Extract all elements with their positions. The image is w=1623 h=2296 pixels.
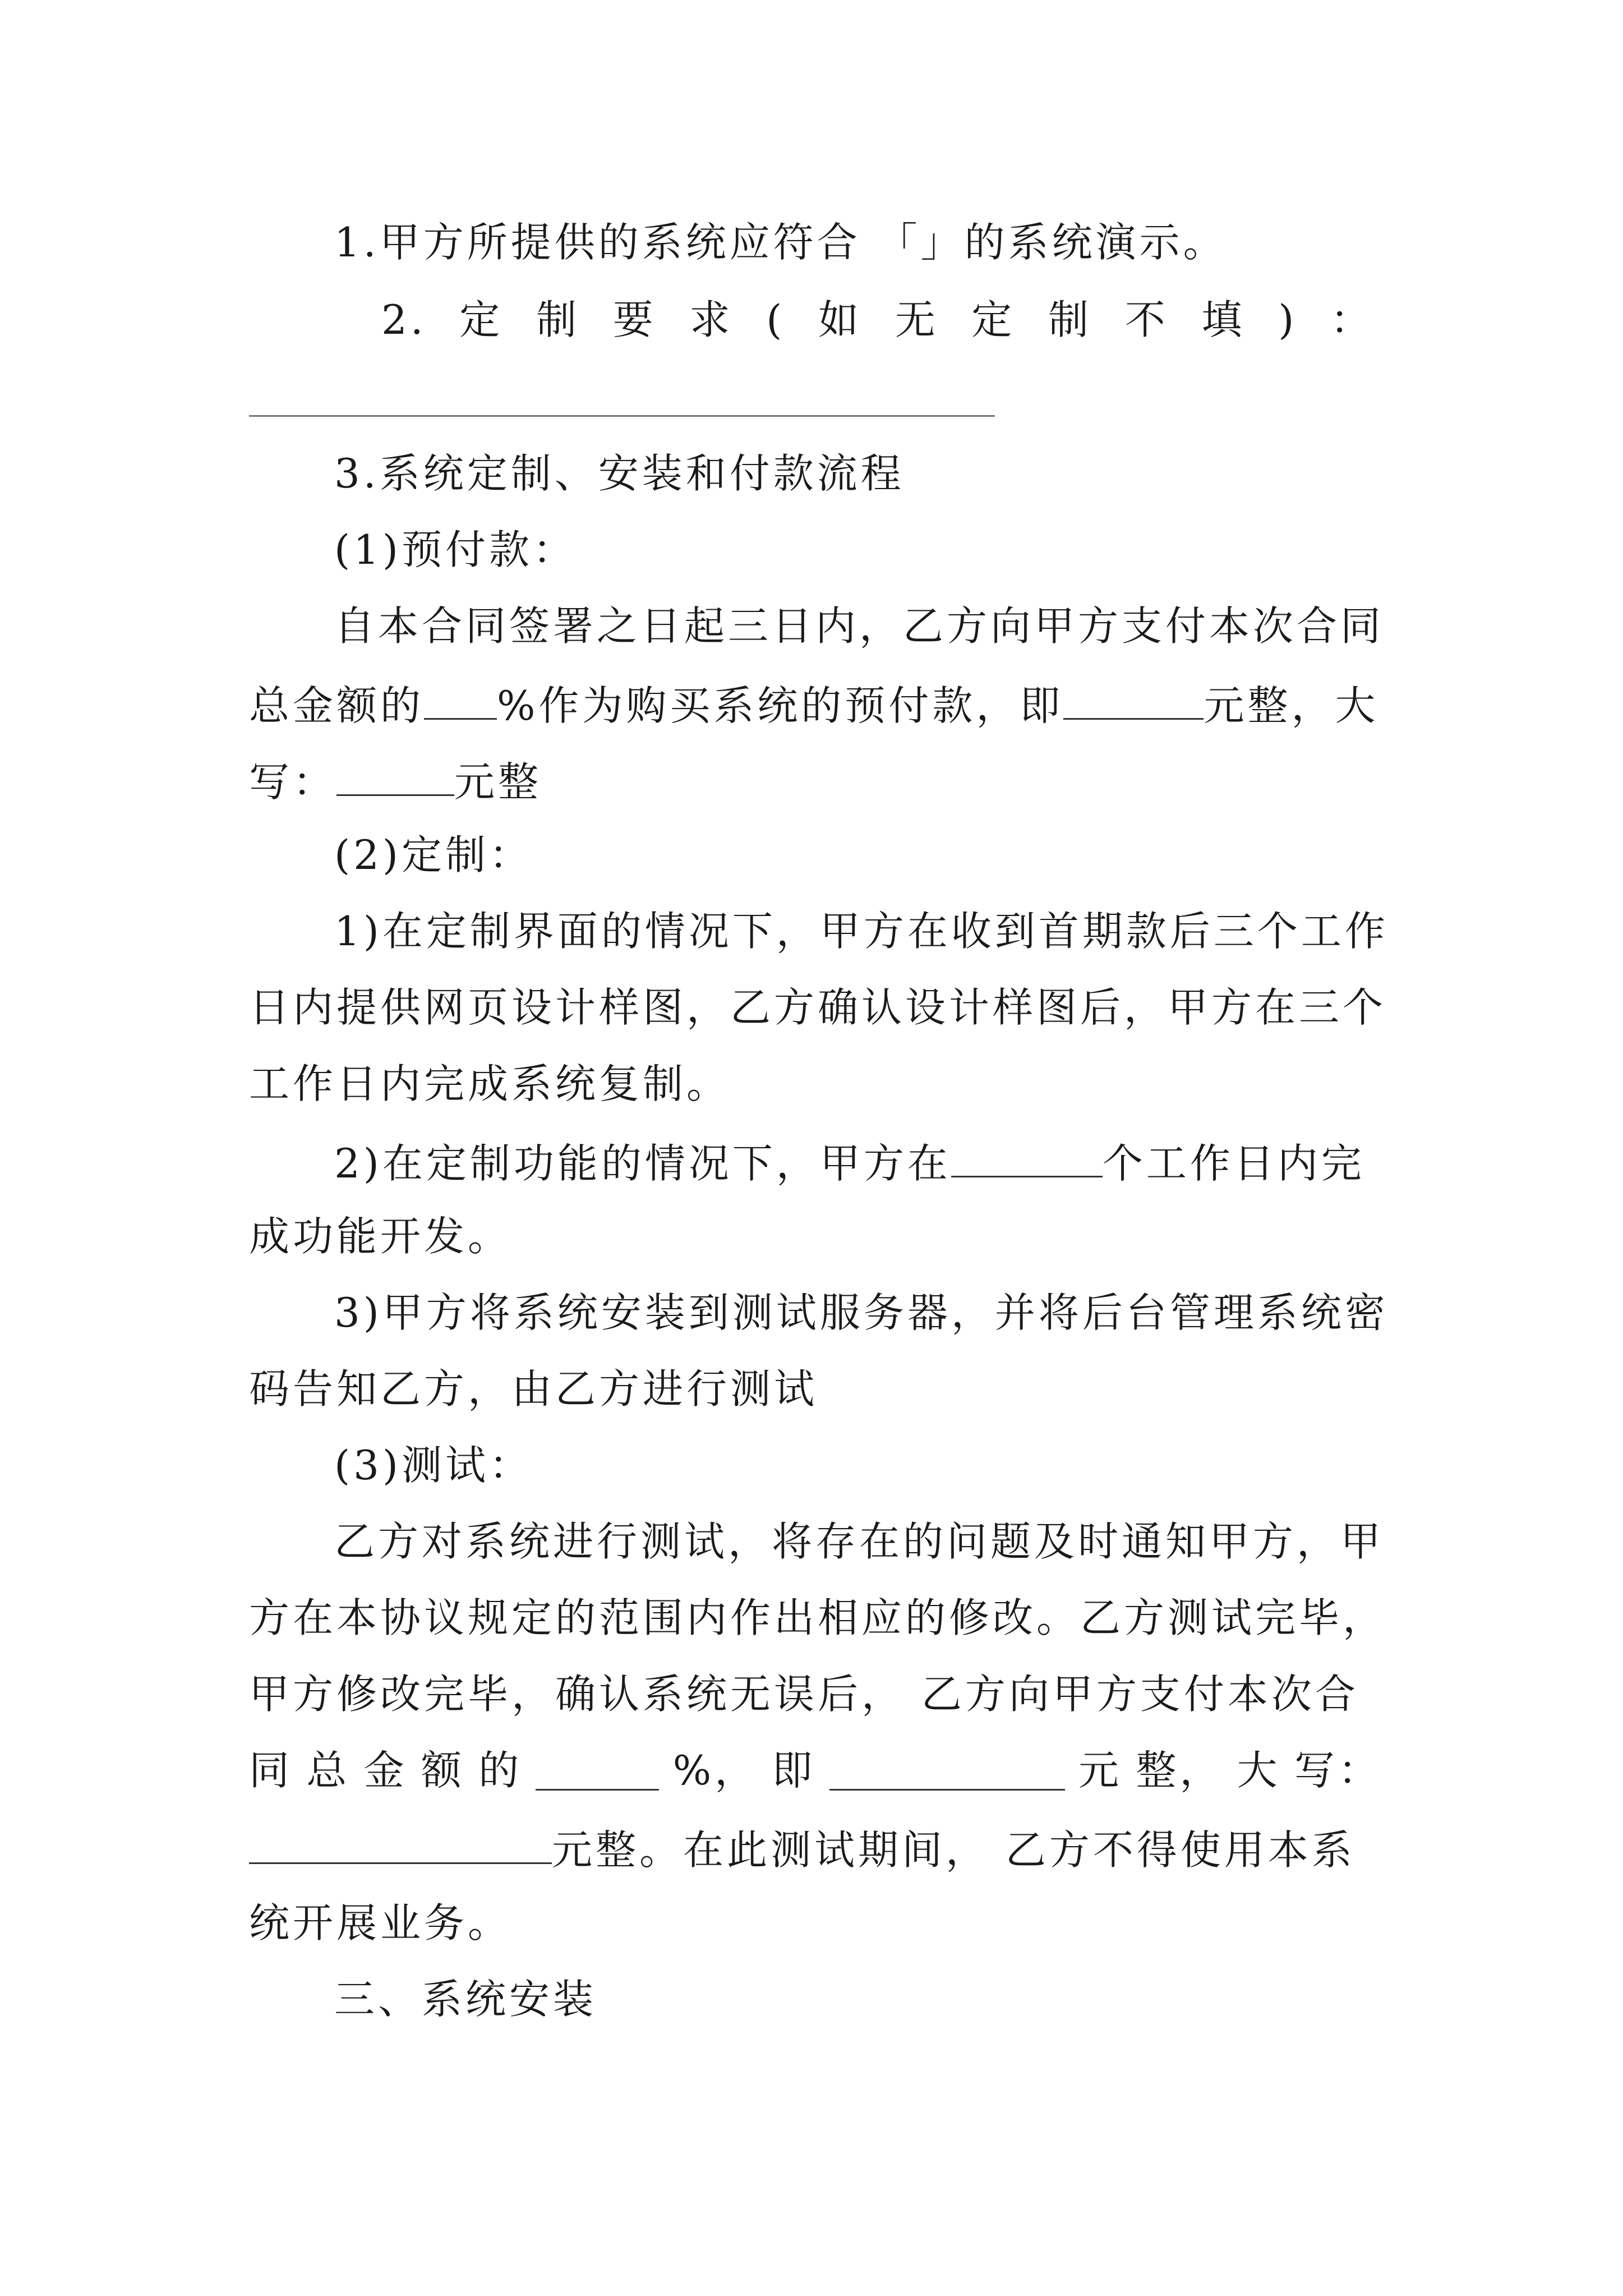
clause-2-char: 要 [612, 296, 657, 343]
clause-2-char: 制 [536, 296, 580, 343]
clause-1: 1.甲方所提供的系统应符合 「」的系统演示。 [334, 219, 1227, 266]
clause-2-char: 制 [1048, 296, 1092, 343]
text-span: 个工作日内完 [1102, 1140, 1365, 1187]
prepayment-text-line-2 [249, 682, 1379, 729]
testing-text-line-5 [249, 1826, 1355, 1874]
clause-3-heading: 3.系统定制、安装和付款流程 [334, 450, 905, 497]
customization-2-line-1 [334, 1140, 1365, 1187]
clause-2-char: ) [1278, 296, 1298, 343]
clause-2-char: 无 [895, 296, 939, 343]
testing-text-line-2: 方在本协议规定的范围内作出相应的修改。乙方测试完毕， [249, 1594, 1387, 1641]
text-span: 2)在定制功能的情况下，甲方在 [334, 1140, 951, 1187]
testing-text-line-3: 甲方修改完毕，确认系统无误后， 乙方向甲方支付本次合 [249, 1671, 1359, 1718]
customization-1-line-1: 1)在定制界面的情况下，甲方在收到首期款后三个工作 [334, 908, 1389, 955]
testing-heading: (3)测试： [334, 1442, 533, 1489]
text-span: 元整。在此测试期间， 乙方不得使用本系 [552, 1826, 1355, 1874]
clause-2-char: 填 [1201, 296, 1246, 343]
clause-2-char: 定 [459, 296, 504, 343]
clause-2 [381, 296, 1374, 343]
text-span: 金 [363, 1747, 408, 1794]
amount-blank [1063, 682, 1204, 720]
fill-in-rule [249, 415, 995, 417]
clause-2-char: 如 [818, 296, 862, 343]
text-span: 大 [1237, 1747, 1281, 1794]
clause-2-char: ： [1330, 296, 1374, 343]
percent-blank [424, 682, 497, 720]
customization-1-line-2: 日内提供网页设计样图，乙方确认设计样图后，甲方在三个 [249, 984, 1387, 1031]
text-span: 元整 [454, 758, 542, 806]
text-span: 即 [772, 1747, 816, 1794]
section-3-heading: 三、系统安装 [334, 1976, 597, 2023]
customization-3-line-2: 码告知乙方，由乙方进行测试 [249, 1365, 818, 1412]
text-span: 的 [478, 1747, 523, 1794]
customization-heading: (2)定制： [334, 831, 533, 878]
text-span: %， [672, 1747, 759, 1794]
testing-text-line-1: 乙方对系统进行测试，将存在的问题及时通知甲方，甲 [334, 1518, 1385, 1565]
text-span: 总金额的 [249, 682, 425, 729]
clause-2-char: ( [766, 296, 786, 343]
clause-2-num: 2. [381, 296, 427, 343]
customization-2-line-2: 成功能开发。 [249, 1213, 512, 1260]
text-span: 元 [1078, 1747, 1123, 1794]
clause-2-char: 不 [1124, 296, 1169, 343]
text-span: 整， [1136, 1747, 1224, 1794]
customization-3-line-1: 3)甲方将系统安装到测试服务器，并将后台管理系统密 [334, 1289, 1389, 1336]
prepayment-text-line-3 [249, 758, 542, 806]
customization-1-line-3: 工作日内完成系统复制。 [249, 1060, 731, 1107]
text-span: 写： [1294, 1747, 1382, 1794]
text-span: 同 [249, 1747, 293, 1794]
percent-blank-2 [536, 1753, 659, 1791]
text-span: 元整，大 [1204, 682, 1379, 729]
capital-amount-blank-2 [249, 1826, 552, 1864]
testing-text-line-4 [249, 1747, 1382, 1794]
amount-blank-2 [829, 1753, 1065, 1791]
prepayment-text-line-1: 自本合同签署之日起三日内，乙方向甲方支付本次合同 [334, 602, 1385, 650]
text-span: 写： [249, 758, 337, 806]
clause-2-char: 求 [689, 296, 734, 343]
text-span: 额 [421, 1747, 465, 1794]
clause-2-char: 定 [971, 296, 1016, 343]
workdays-blank [951, 1140, 1103, 1177]
capital-amount-blank [336, 758, 454, 796]
prepayment-heading: (1)预付款： [334, 526, 577, 573]
testing-text-line-6: 统开展业务。 [249, 1899, 512, 1947]
text-span: 总 [306, 1747, 351, 1794]
text-span: %作为购买系统的预付款，即 [497, 682, 1064, 729]
